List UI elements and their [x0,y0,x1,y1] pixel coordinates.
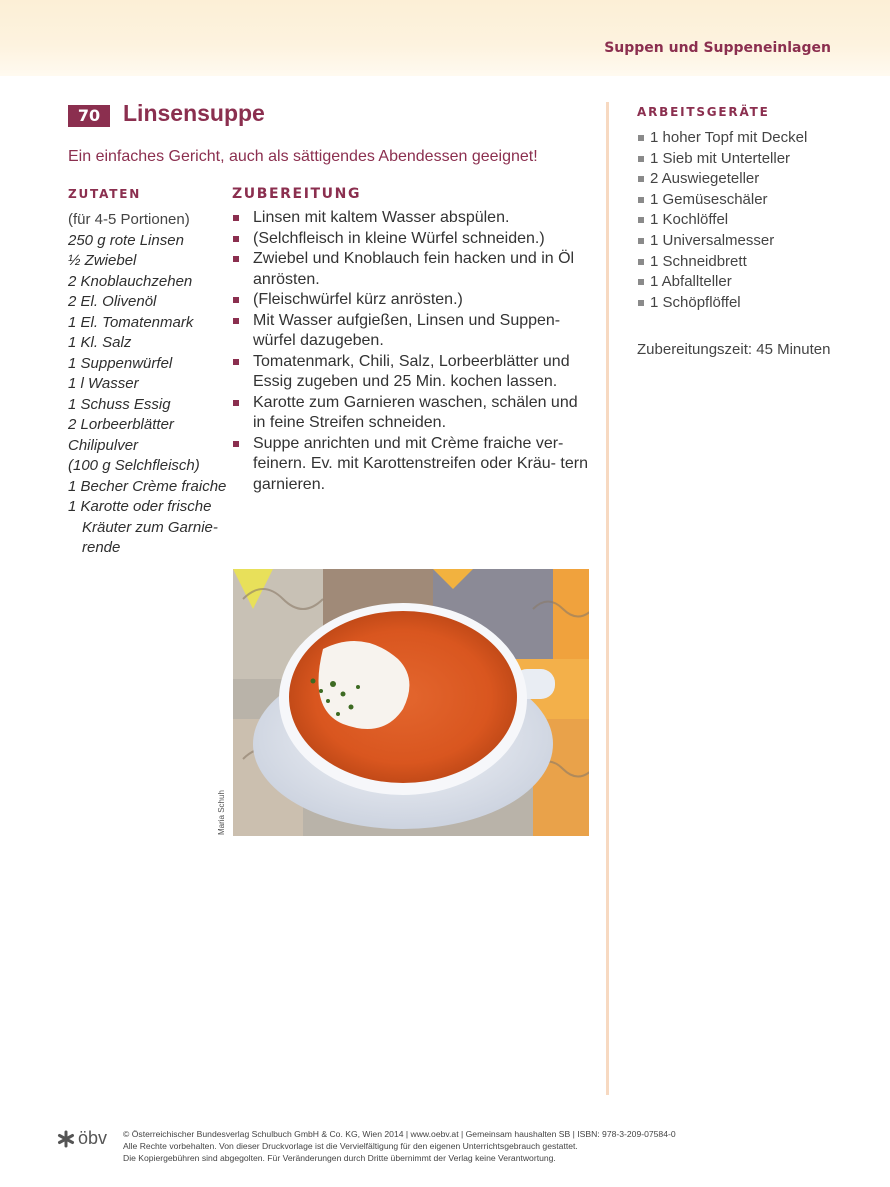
bullet-icon [233,236,239,242]
bullet-icon [233,400,239,406]
step-item: Mit Wasser aufgießen, Linsen und Suppen- würfel dazugeben. [232,311,592,352]
ingredients-heading: ZUTATEN [68,187,142,201]
ingredient-item: 1 l Wasser [68,375,139,392]
ingredients-list [68,210,228,559]
bullet-icon [638,156,644,162]
ingredient-item: 2 Lorbeerblätter [68,416,174,433]
bullet-icon [638,300,644,306]
ingredient-item: 1 Becher Crème fraiche [68,477,227,495]
header-band [0,0,890,76]
tools-list [637,128,807,313]
tool-item: 1 hoher Topf mit Deckel [637,128,807,149]
tool-item: 1 Abfallteller [637,272,807,293]
bullet-icon [233,441,239,447]
step-item: (Fleischwürfel kürz anrösten.) [232,290,592,311]
section-title: Suppen und Suppeneinlagen [604,40,831,56]
footer-line: Die Kopiergebühren sind abgegolten. Für Veränderungen durch Dritte übernimmt der Verlag keine Verantwortung. [123,1153,556,1163]
ingredient-item: Chilipulver [68,436,139,454]
tool-item: 1 Gemüseschäler [637,190,807,211]
ingredient-item: 1 El. Tomatenmark [68,313,194,331]
step-item: Linsen mit kaltem Wasser abspülen. [232,208,592,229]
recipe-number: 70 [68,105,110,127]
prep-time: Zubereitungszeit: 45 Minuten [637,341,831,358]
tool-item: 1 Schneidbrett [637,252,807,273]
step-item: Tomatenmark, Chili, Salz, Lorbeerblätter und Essig zugeben und 25 Min. kochen lassen. [232,352,592,393]
preparation-steps [232,208,592,495]
logo-text: öbv [78,1128,108,1148]
bullet-icon [638,217,644,223]
bullet-icon [233,318,239,324]
bullet-icon [638,197,644,203]
bullet-icon [233,215,239,221]
bullet-icon [638,279,644,285]
tool-item: 1 Kochlöffel [637,210,807,231]
ingredient-item: 1 Schuss Essig [68,395,171,413]
soup-photo [233,569,589,836]
footer-text [123,1128,723,1164]
ingredient-item: 1 Kl. Salz [68,334,132,351]
step-item: (Selchfleisch in kleine Würfel schneiden.) [232,229,592,250]
bullet-icon [638,259,644,265]
tool-item: 1 Schöpflöffel [637,293,807,314]
ingredient-item: 2 El. Olivenöl [68,293,157,310]
tool-item: 1 Sieb mit Unterteller [637,149,807,170]
bullet-icon [638,176,644,182]
ingredient-item: 2 Knoblauchzehen [68,272,193,290]
footer-line: © Österreichischer Bundesverlag Schulbuch GmbH & Co. KG, Wien 2014 | www.oebv.at | Gemeinsam haushalten SB | ISBN: 978-3-209-07584-0 [123,1129,676,1139]
ingredient-item: ½ Zwiebel [68,252,137,269]
publisher-logo [57,1128,107,1149]
bullet-icon [638,238,644,244]
bullet-icon [233,256,239,262]
ingredient-item: (100 g Selchfleisch) [68,457,200,474]
tool-item: 2 Auswiegeteller [637,169,807,190]
column-divider [606,102,609,1095]
ingredient-item: 1 Suppenwürfel [68,354,173,372]
step-item: Zwiebel und Knoblauch fein hacken und in Öl anrösten. [232,249,592,290]
preparation-heading: ZUBEREITUNG [232,186,362,202]
tools-heading: ARBEITSGERÄTE [637,105,770,119]
photo-credit: Maria Schuh [217,790,226,835]
ingredient-item: rende [82,539,121,556]
ingredient-item: 1 Karotte oder frische [68,498,212,515]
recipe-title: Linsensuppe [123,100,265,126]
asterisk-logo-icon [57,1130,75,1148]
footer-line: Alle Rechte vorbehalten. Von dieser Druckvorlage ist die Vervielfältigung für den eigenen Unterrichtsgebrauch gestattet. [123,1141,578,1151]
bullet-icon [638,135,644,141]
bullet-icon [233,297,239,303]
ingredient-item: 250 g rote Linsen [68,231,184,249]
step-item: Karotte zum Garnieren waschen, schälen und in feine Streifen schneiden. [232,393,592,434]
tool-item: 1 Universalmesser [637,231,807,252]
ingredient-item: Kräuter zum Garnie- [82,518,218,536]
step-item: Suppe anrichten und mit Crème fraiche ver- feinern. Ev. mit Karottenstreifen oder Kräu- tern garnieren. [232,434,592,496]
soup-bowl-image [233,569,589,836]
bullet-icon [233,359,239,365]
portions-note: (für 4-5 Portionen) [68,211,190,228]
recipe-subtitle: Ein einfaches Gericht, auch als sättigendes Abendessen geeignet! [68,148,538,165]
